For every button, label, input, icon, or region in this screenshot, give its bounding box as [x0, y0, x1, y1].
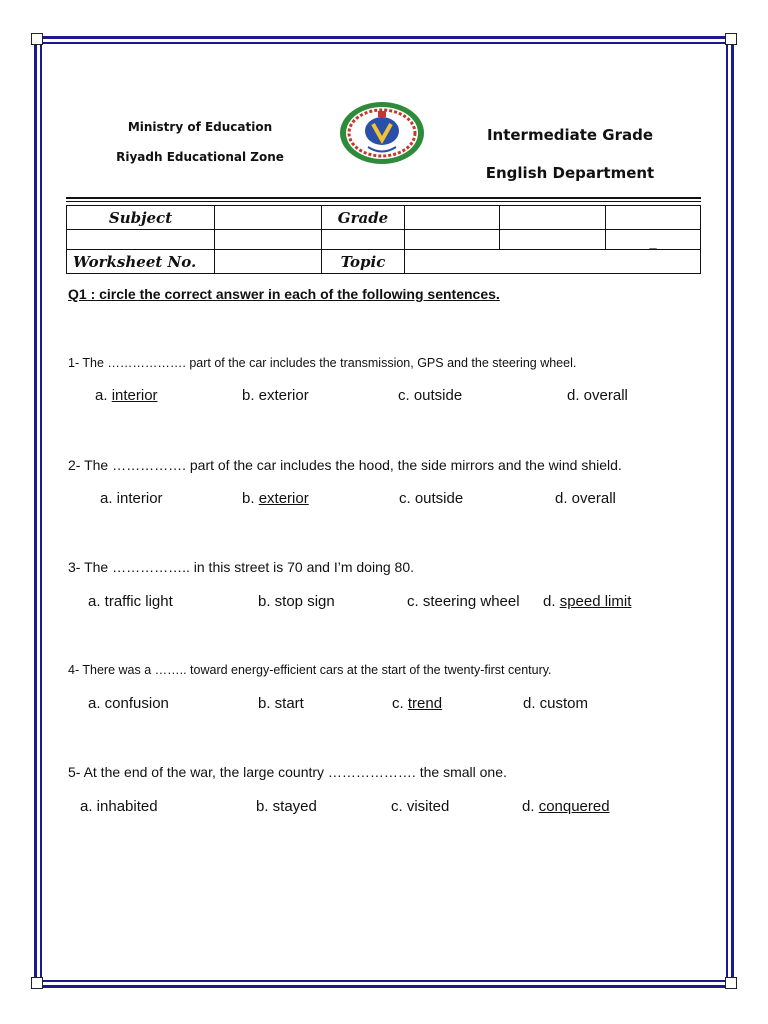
option-a[interactable]: a. traffic light — [88, 593, 173, 610]
correct-answer: interior — [111, 387, 158, 404]
option-d[interactable]: d. overall — [555, 490, 616, 507]
grade-label: Grade — [322, 206, 405, 230]
question-3: 3- The …………….. in this street is 70 and I’m doing 80. — [68, 559, 415, 575]
question-4: 4- There was a …….. toward energy-efficient cars at the start of the twenty-first century. — [68, 663, 552, 677]
ministry-line: Ministry of Education — [127, 120, 273, 134]
question-1-options — [0, 387, 768, 407]
option-a[interactable]: a. interior — [100, 490, 163, 507]
option-b[interactable]: b. stop sign — [258, 593, 335, 610]
corner-ornament-top-right — [725, 33, 737, 45]
table-row — [67, 206, 701, 230]
option-b[interactable]: b. stayed — [256, 798, 317, 815]
grade-field-3[interactable] — [606, 206, 701, 230]
grade-field-2[interactable] — [500, 206, 606, 230]
correct-answer: trend — [407, 695, 443, 712]
grade-field[interactable] — [405, 206, 500, 230]
worksheet-field[interactable] — [215, 250, 322, 274]
option-c[interactable]: c. outside — [399, 490, 464, 507]
table-row — [67, 230, 701, 250]
section-title: Q1 : circle the correct answer in each of the following sentences. — [68, 286, 500, 302]
option-d[interactable]: d. overall — [567, 387, 628, 404]
worksheet-label: Worksheet No. — [67, 250, 215, 274]
corner-ornament-top-left — [31, 33, 43, 45]
topic-label: Topic — [322, 250, 405, 274]
option-d[interactable]: d. conquered — [522, 798, 610, 815]
question-5-options — [0, 798, 768, 818]
option-d[interactable]: d. custom — [523, 695, 589, 712]
table-row — [67, 250, 701, 274]
option-b[interactable]: b. start — [258, 695, 304, 712]
header-right — [470, 116, 670, 192]
option-c[interactable]: c. trend — [392, 695, 443, 712]
question-2-options — [0, 490, 768, 510]
blank-cell[interactable] — [67, 230, 215, 250]
option-c[interactable]: c. steering wheel — [407, 593, 520, 610]
correct-answer: speed limit — [559, 593, 632, 610]
corner-ornament-bottom-left — [31, 977, 43, 989]
question-5: 5- At the end of the war, the large country ………………. the small one. — [68, 764, 507, 780]
option-d[interactable]: d. speed limit — [543, 593, 632, 610]
worksheet-info-table — [66, 205, 701, 274]
option-b[interactable]: b. exterior — [242, 490, 309, 507]
option-a[interactable]: a. interior — [95, 387, 158, 404]
subject-field[interactable] — [215, 206, 322, 230]
blank-cell[interactable] — [322, 230, 405, 250]
dash-cell: _ — [606, 230, 701, 250]
option-b[interactable]: b. exterior — [242, 387, 309, 404]
question-2: 2- The ……………. part of the car includes the hood, the side mirrors and the wind shield. — [68, 457, 622, 473]
topic-field[interactable] — [405, 250, 701, 274]
zone-line: Riyadh Educational Zone — [116, 150, 284, 164]
option-a[interactable]: a. confusion — [88, 695, 169, 712]
header-divider — [66, 197, 701, 199]
option-c[interactable]: c. visited — [391, 798, 450, 815]
school-seal-logo — [338, 100, 426, 166]
corner-ornament-bottom-right — [725, 977, 737, 989]
grade-level-title: Intermediate Grade — [486, 126, 654, 144]
blank-cell[interactable] — [500, 230, 606, 250]
blank-cell[interactable] — [215, 230, 322, 250]
correct-answer: conquered — [538, 798, 610, 815]
option-c[interactable]: c. outside — [398, 387, 463, 404]
option-a[interactable]: a. inhabited — [80, 798, 158, 815]
question-3-options — [0, 593, 768, 613]
correct-answer: exterior — [258, 490, 309, 507]
header-left — [100, 112, 300, 172]
question-1: 1- The ………………. part of the car includes the transmission, GPS and the steering wheel. — [68, 356, 577, 370]
department-title: English Department — [485, 164, 655, 182]
header-divider-thin — [66, 201, 701, 202]
question-4-options — [0, 695, 768, 715]
blank-cell[interactable] — [405, 230, 500, 250]
subject-label: Subject — [67, 206, 215, 230]
